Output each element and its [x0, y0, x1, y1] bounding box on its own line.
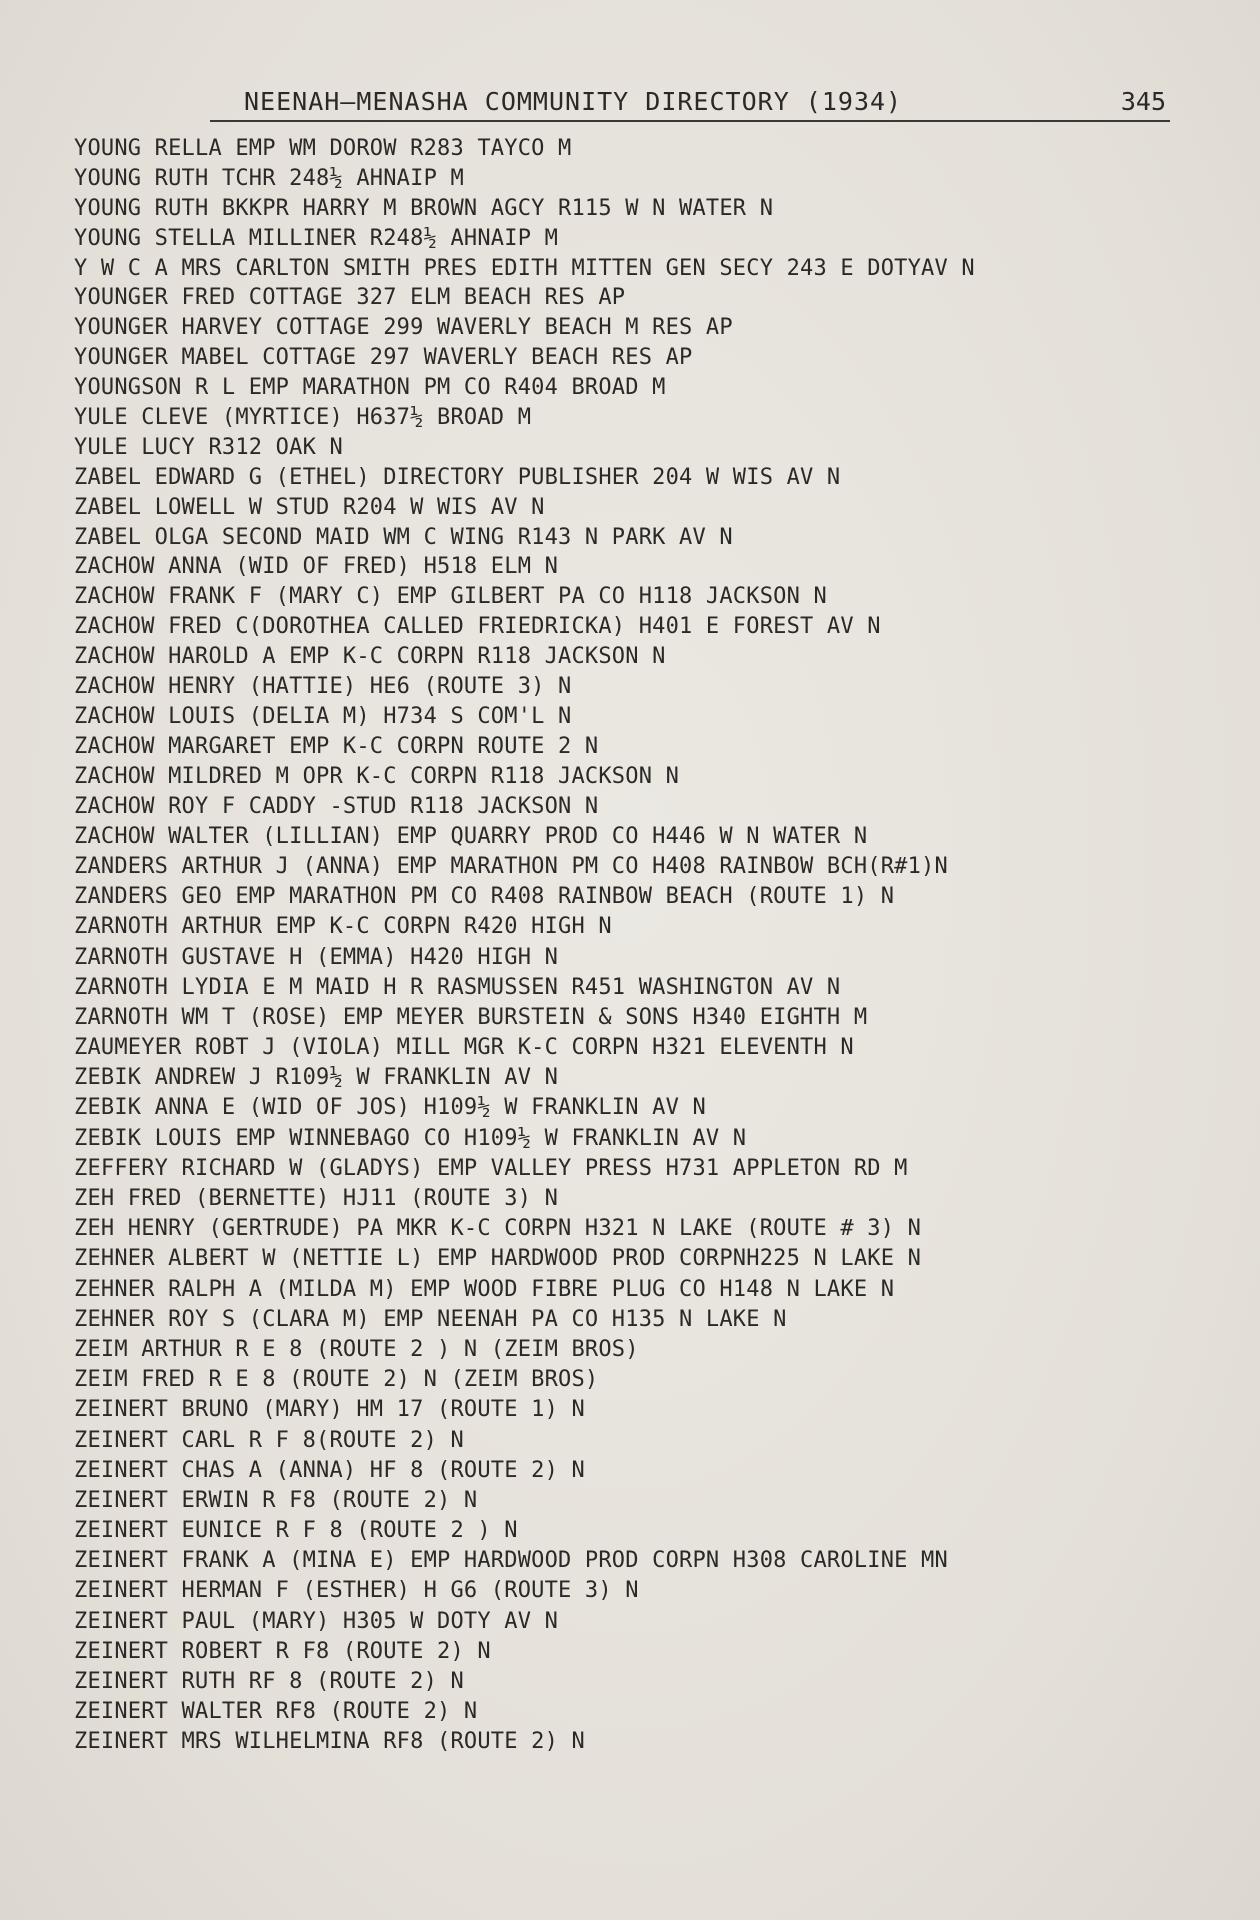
page-number: 345	[1120, 87, 1166, 116]
directory-entry: ZEINERT PAUL (MARY) H305 W DOTY AV N	[74, 1608, 559, 1634]
directory-title: NEENAH—MENASHA COMMUNITY DIRECTORY (1934)	[244, 87, 903, 116]
directory-entry: YOUNGER HARVEY COTTAGE 299 WAVERLY BEACH M RES AP	[74, 315, 733, 341]
directory-entry-list	[74, 134, 1244, 1757]
directory-entry: ZACHOW MILDRED M OPR K-C CORPN R118 JACKSON N	[74, 763, 680, 789]
directory-entry: ZEINERT ROBERT R F8 (ROUTE 2) N	[74, 1638, 491, 1664]
directory-entry: ZEBIK ANDREW J R109½ W FRANKLIN AV N	[74, 1065, 559, 1091]
directory-entry: ZARNOTH LYDIA E M MAID H R RASMUSSEN R451 WASHINGTON AV N	[74, 974, 841, 1000]
directory-entry: ZEINERT MRS WILHELMINA RF8 (ROUTE 2) N	[74, 1729, 585, 1755]
directory-entry: ZARNOTH WM T (ROSE) EMP MEYER BURSTEIN & SONS H340 EIGHTH M	[74, 1004, 868, 1030]
directory-entry: ZABEL OLGA SECOND MAID WM C WING R143 N PARK AV N	[74, 524, 733, 550]
directory-entry: ZABEL LOWELL W STUD R204 W WIS AV N	[74, 494, 545, 520]
directory-entry: ZEFFERY RICHARD W (GLADYS) EMP VALLEY PRESS H731 APPLETON RD M	[74, 1155, 908, 1181]
directory-entry: ZACHOW MARGARET EMP K-C CORPN ROUTE 2 N	[74, 733, 599, 759]
directory-entry: ZEH FRED (BERNETTE) HJ11 (ROUTE 3) N	[74, 1186, 559, 1212]
directory-entry: YOUNGSON R L EMP MARATHON PM CO R404 BROAD M	[74, 375, 666, 401]
page-header	[210, 84, 1170, 122]
directory-entry: ZEIM FRED R E 8 (ROUTE 2) N (ZEIM BROS)	[74, 1367, 599, 1393]
directory-entry: ZEHNER ROY S (CLARA M) EMP NEENAH PA CO H135 N LAKE N	[74, 1306, 787, 1332]
directory-entry: ZEINERT EUNICE R F 8 (ROUTE 2 ) N	[74, 1518, 518, 1544]
directory-entry: ZEINERT BRUNO (MARY) HM 17 (ROUTE 1) N	[74, 1397, 585, 1423]
directory-entry: ZARNOTH ARTHUR EMP K-C CORPN R420 HIGH N	[74, 914, 612, 940]
directory-entry: ZACHOW ROY F CADDY -STUD R118 JACKSON N	[74, 793, 599, 819]
directory-entry: ZACHOW FRED C(DOROTHEA CALLED FRIEDRICKA) H401 E FOREST AV N	[74, 614, 881, 640]
directory-entry: ZEBIK ANNA E (WID OF JOS) H109½ W FRANKLIN AV N	[74, 1095, 706, 1121]
directory-entry: ZEINERT WALTER RF8 (ROUTE 2) N	[74, 1699, 478, 1725]
directory-entry: YOUNG RELLA EMP WM DOROW R283 TAYCO M	[74, 136, 572, 161]
directory-entry: YOUNGER MABEL COTTAGE 297 WAVERLY BEACH RES AP	[74, 345, 693, 371]
directory-entry: ZEHNER ALBERT W (NETTIE L) EMP HARDWOOD PROD CORPNH225 N LAKE N	[74, 1246, 922, 1272]
directory-entry: YULE LUCY R312 OAK N	[74, 434, 343, 460]
directory-entry: ZEINERT CHAS A (ANNA) HF 8 (ROUTE 2) N	[74, 1457, 585, 1483]
directory-entry: YOUNG RUTH TCHR 248½ AHNAIP M	[74, 165, 464, 191]
directory-entry: YOUNG STELLA MILLINER R248½ AHNAIP M	[74, 225, 559, 251]
directory-entry: ZACHOW ANNA (WID OF FRED) H518 ELM N	[74, 554, 559, 580]
directory-entry: ZACHOW HENRY (HATTIE) HE6 (ROUTE 3) N	[74, 674, 572, 700]
directory-entry: ZACHOW WALTER (LILLIAN) EMP QUARRY PROD CO H446 W N WATER N	[74, 823, 868, 849]
directory-entry: ZABEL EDWARD G (ETHEL) DIRECTORY PUBLISHER 204 W WIS AV N	[74, 464, 841, 490]
directory-entry: ZACHOW LOUIS (DELIA M) H734 S COM'L N	[74, 703, 572, 729]
directory-entry: ZEINERT ERWIN R F8 (ROUTE 2) N	[74, 1487, 478, 1513]
directory-entry: YOUNG RUTH BKKPR HARRY M BROWN AGCY R115 W N WATER N	[74, 195, 774, 221]
directory-entry: ZEIM ARTHUR R E 8 (ROUTE 2 ) N (ZEIM BROS)	[74, 1336, 639, 1362]
directory-entry: ZACHOW FRANK F (MARY C) EMP GILBERT PA CO H118 JACKSON N	[74, 584, 827, 610]
directory-entry: ZEHNER RALPH A (MILDA M) EMP WOOD FIBRE PLUG CO H148 N LAKE N	[74, 1276, 895, 1302]
directory-entry: YOUNGER FRED COTTAGE 327 ELM BEACH RES AP	[74, 285, 626, 311]
directory-entry: ZEINERT HERMAN F (ESTHER) H G6 (ROUTE 3) N	[74, 1578, 639, 1604]
directory-entry: ZACHOW HAROLD A EMP K-C CORPN R118 JACKSON N	[74, 644, 666, 670]
directory-entry: ZEINERT FRANK A (MINA E) EMP HARDWOOD PROD CORPN H308 CAROLINE MN	[74, 1548, 948, 1574]
directory-entry: ZAUMEYER ROBT J (VIOLA) MILL MGR K-C CORPN H321 ELEVENTH N	[74, 1035, 854, 1061]
directory-entry: ZANDERS ARTHUR J (ANNA) EMP MARATHON PM CO H408 RAINBOW BCH(R#1)N	[74, 853, 948, 879]
directory-entry: Y W C A MRS CARLTON SMITH PRES EDITH MITTEN GEN SECY 243 E DOTYAV N	[74, 255, 975, 281]
directory-entry: ZANDERS GEO EMP MARATHON PM CO R408 RAINBOW BEACH (ROUTE 1) N	[74, 884, 895, 910]
directory-entry: ZEINERT CARL R F 8(ROUTE 2) N	[74, 1427, 464, 1453]
directory-entry: ZARNOTH GUSTAVE H (EMMA) H420 HIGH N	[74, 944, 559, 970]
directory-entry: ZEINERT RUTH RF 8 (ROUTE 2) N	[74, 1669, 464, 1695]
directory-entry: ZEBIK LOUIS EMP WINNEBAGO CO H109½ W FRANKLIN AV N	[74, 1125, 747, 1151]
directory-entry: ZEH HENRY (GERTRUDE) PA MKR K-C CORPN H321 N LAKE (ROUTE # 3) N	[74, 1216, 922, 1242]
directory-entry: YULE CLEVE (MYRTICE) H637½ BROAD M	[74, 405, 532, 431]
